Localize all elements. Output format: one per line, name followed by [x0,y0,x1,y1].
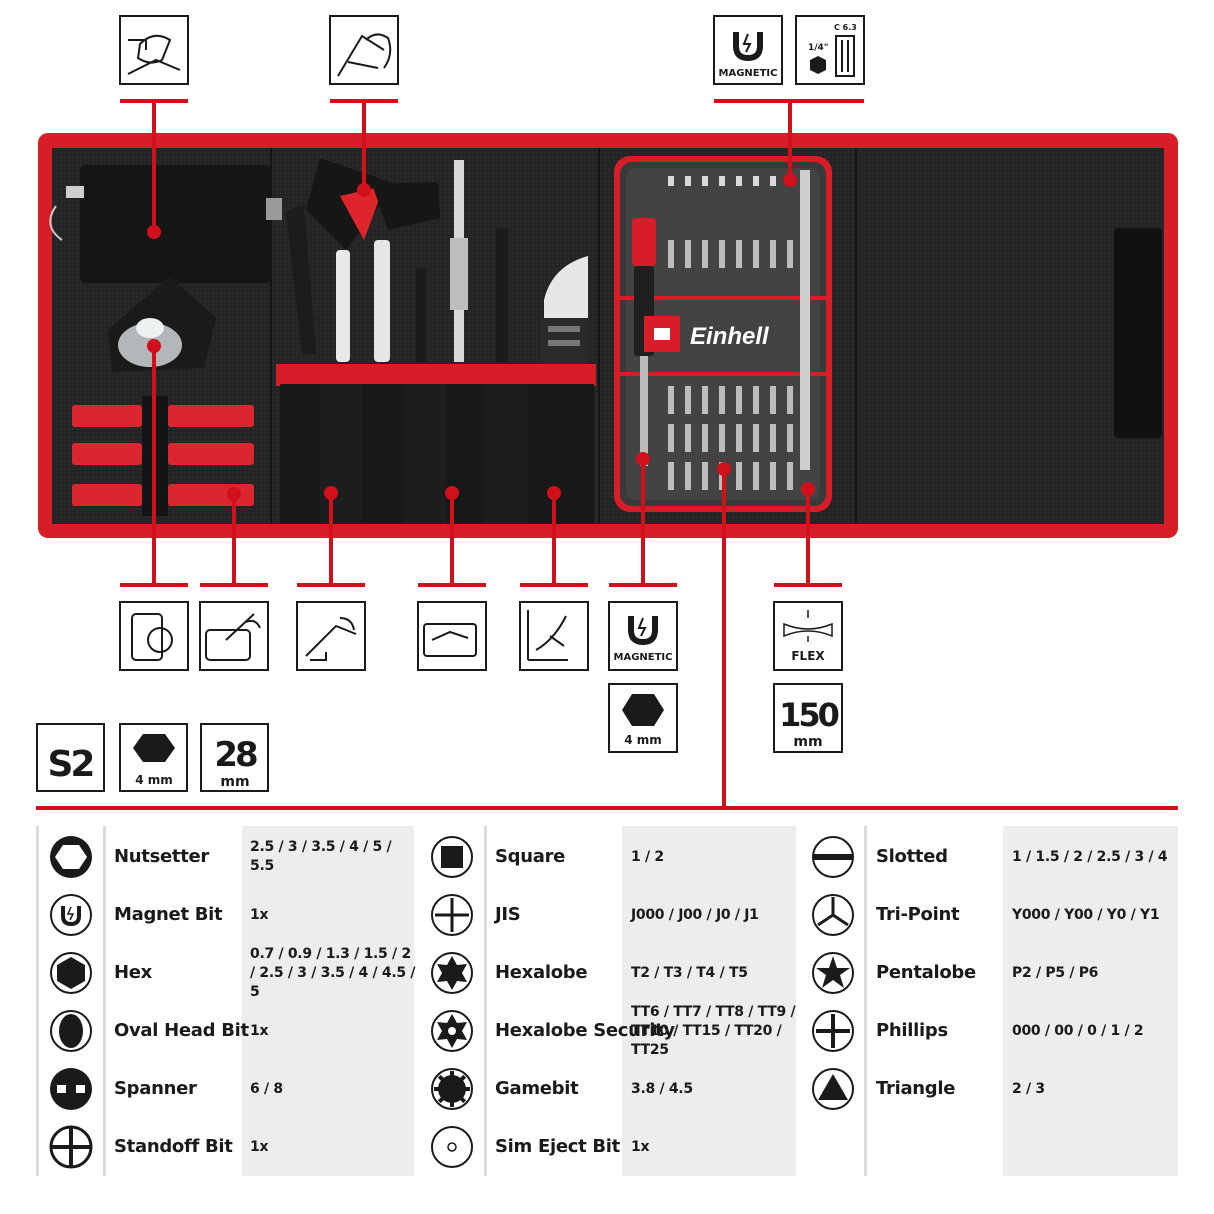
triangle-icon [798,1060,868,1118]
spec-row-hexalobe: Hexalobe T2 / T3 / T4 / T5 [417,944,797,1002]
usage-icon-suction [120,16,188,84]
sim-eject-icon [417,1118,487,1176]
bit-slot [787,386,793,414]
flex-icon [774,602,842,670]
bit-slot [702,176,708,186]
spec-row-slotted: Slotted 1 / 1.5 / 2 / 2.5 / 3 / 4 [798,828,1178,886]
spec-row-hexalobe-security: Hexalobe Security TT6 / TT7 / TT8 / TT9 / TT10 / TT15 / TT20 / TT25 [417,1002,797,1060]
brand-logo-text: Einhell [690,323,769,350]
bit-slot [736,462,742,490]
bit-fit-c-label: C 6.3 [834,23,857,32]
bit-slot [702,386,708,414]
length-unit-lower: mm [793,734,823,750]
spec-row-jis: JIS J000 / J00 / J0 / J1 [417,886,797,944]
usage-icon-pry [330,16,398,84]
bit-slot [770,240,776,268]
bit-slot [770,176,776,186]
bit-slot [685,176,691,186]
hex-icon [36,944,106,1002]
usage-icon-phone-pick [200,602,268,670]
hexalobe-security-icon [417,1002,487,1060]
bit-slot [685,240,691,268]
spec-row-triangle: Triangle 2 / 3 [798,1060,1178,1118]
bit-slot [770,386,776,414]
spec-column-1 [36,826,416,1176]
length-28mm-badge [201,724,268,791]
length-unit-badge: mm [220,774,250,790]
bit-slot [787,462,793,490]
bit-slot [668,462,674,490]
phillips-icon [798,1002,868,1060]
bit-slot [787,424,793,452]
bit-slot [668,176,674,186]
gamebit-icon [417,1060,487,1118]
bit-slot [736,240,742,268]
spec-row-gamebit: Gamebit 3.8 / 4.5 [417,1060,797,1118]
usage-icon-phone-suction [120,602,188,670]
bit-slot [753,386,759,414]
bit-fit-icon [796,16,864,84]
steel-grade-text: S2 [47,744,93,785]
bit-slot [668,240,674,268]
bit-slot [719,386,725,414]
bit-slot [753,240,759,268]
bit-slot [787,240,793,268]
spec-row-magnet-bit: Magnet Bit 1x [36,886,416,944]
spec-column-3 [798,826,1178,1176]
hex-size-badge-label: 4 mm [135,773,173,787]
steel-grade-badge [37,724,104,791]
bit-slot [736,386,742,414]
length-value-lower: 150 [779,696,837,734]
spec-row-square: Square 1 / 2 [417,828,797,886]
spec-row-phillips: Phillips 000 / 00 / 0 / 1 / 2 [798,1002,1178,1060]
hexalobe-icon [417,944,487,1002]
bit-slot [770,424,776,452]
bit-slot [719,424,725,452]
spec-row-tri-point: Tri-Point Y000 / Y00 / Y0 / Y1 [798,886,1178,944]
hex-4mm-icon-lower [609,684,677,752]
hex-4mm-badge [120,724,187,791]
spec-row-hex: Hex 0.7 / 0.9 / 1.3 / 1.5 / 2 / 2.5 / 3 / 3.5 / 4 / 4.5 / 5 [36,944,416,1002]
slotted-icon [798,828,868,886]
flex-label: FLEX [791,649,825,663]
magnetic-icon-top [714,16,782,84]
square-icon [417,828,487,886]
bit-slot [685,462,691,490]
bit-slot [719,176,725,186]
length-value-badge: 28 [214,735,256,775]
pentalobe-icon [798,944,868,1002]
bit-slot [702,424,708,452]
bit-slot [685,386,691,414]
jis-icon [417,886,487,944]
standoff-icon [36,1118,106,1176]
length-150mm-badge [774,684,842,752]
magnet-bit-icon [36,886,106,944]
spec-row-sim-eject: Sim Eject Bit 1x [417,1118,797,1176]
spec-column-2 [417,826,797,1176]
hex-size-label-lower: 4 mm [624,733,662,747]
bit-fit-size-label: 1/4" [808,43,829,53]
oval-head-icon [36,1002,106,1060]
bit-slot [736,424,742,452]
bit-slot [685,424,691,452]
bit-slot [770,462,776,490]
bit-slot [719,240,725,268]
spec-row-standoff: Standoff Bit 1x [36,1118,416,1176]
nutsetter-icon [36,828,106,886]
bit-slot [753,424,759,452]
spec-row-oval-head: Oval Head Bit 1x [36,1002,416,1060]
magnetic-label-lower: MAGNETIC [613,652,673,663]
usage-icon-screen [418,602,486,670]
magnetic-icon-lower [609,602,677,670]
tri-point-icon [798,886,868,944]
bit-slot [736,176,742,186]
bit-spec-table [36,826,1178,1176]
spec-row-pentalobe: Pentalobe P2 / P5 / P6 [798,944,1178,1002]
spanner-icon [36,1060,106,1118]
bit-slot [753,176,759,186]
bit-slot [668,386,674,414]
bit-slot [702,240,708,268]
spec-row-nutsetter: Nutsetter 2.5 / 3 / 3.5 / 4 / 5 / 5.5 [36,828,416,886]
bit-slot [702,462,708,490]
bit-slot [668,424,674,452]
usage-icon-tweezers [297,602,365,670]
usage-icon-opener [520,602,588,670]
magnetic-label-top: MAGNETIC [718,68,778,79]
bit-slot [753,462,759,490]
spec-row-spanner: Spanner 6 / 8 [36,1060,416,1118]
